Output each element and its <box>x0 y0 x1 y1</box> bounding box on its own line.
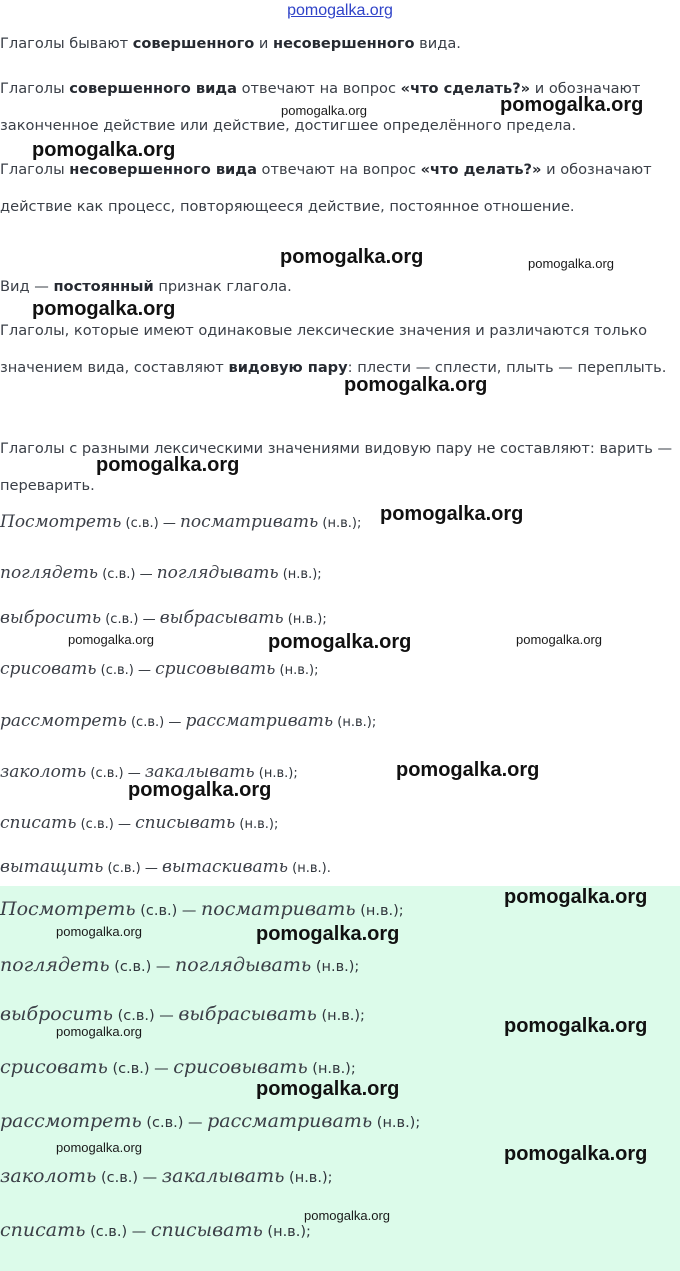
text-run: Глаголы <box>0 80 70 97</box>
text-run: Вид — <box>0 278 54 295</box>
line-end-punct: ; <box>415 1115 421 1131</box>
perfective-verb: вытащить <box>0 857 104 877</box>
dash: — <box>158 516 180 531</box>
aspect-tag: (н.в.) <box>275 663 315 678</box>
imperfective-verb: закалывать <box>144 762 255 782</box>
watermark-text: pomogalka.org <box>32 139 176 161</box>
perfective-verb: поглядеть <box>0 563 99 583</box>
imperfective-verb: списывать <box>135 813 236 833</box>
aspect-pair-line <box>0 1219 311 1241</box>
perfective-verb: срисовать <box>0 659 97 679</box>
dash: — <box>149 1061 174 1077</box>
bold-term: постоянный <box>53 278 154 295</box>
perfective-verb: выбросить <box>0 608 102 628</box>
aspect-tag: (н.в.) <box>254 766 294 781</box>
dash: — <box>177 903 202 919</box>
aspect-tag: (с.в.) <box>114 959 152 975</box>
dash: — <box>127 1224 151 1240</box>
paragraph-imperfective <box>0 151 676 225</box>
dash: — <box>133 663 156 678</box>
aspect-pair-line <box>0 898 404 920</box>
aspect-tag: (н.в.) <box>283 612 323 627</box>
dash: — <box>154 1008 179 1024</box>
aspect-pair-line <box>0 857 331 877</box>
aspect-tag: (с.в.) <box>100 663 134 678</box>
dash: — <box>140 861 162 876</box>
watermark-text: pomogalka.org <box>68 632 154 647</box>
aspect-tag: (с.в.) <box>125 516 159 531</box>
text-run: Глаголы, которые имеют одинаковые лексические значения и различаются только значением вида, составляют <box>0 322 648 376</box>
aspect-pair-line <box>0 512 361 532</box>
dash: — <box>135 567 157 582</box>
watermark-text: pomogalka.org <box>56 924 142 939</box>
dash: — <box>164 715 186 730</box>
perfective-verb: списать <box>0 1219 86 1241</box>
site-title-link[interactable]: pomogalka.org <box>287 2 393 19</box>
line-end-punct: ; <box>273 817 279 832</box>
dash: — <box>183 1115 208 1131</box>
aspect-pair-line <box>0 1056 356 1078</box>
aspect-pair-line <box>0 608 327 628</box>
aspect-tag: (н.в.) <box>284 1170 328 1186</box>
perfective-verb: Посмотреть <box>0 898 136 920</box>
imperfective-verb: посматривать <box>201 898 356 920</box>
text-run: Глаголы с разными лексическими значениями видовую пару не составляют: варить — переварить. <box>0 440 673 494</box>
watermark-text: pomogalka.org <box>396 759 540 781</box>
imperfective-verb: поглядывать <box>156 563 279 583</box>
aspect-pair-line <box>0 711 376 731</box>
text-run: и обозначают действие как процесс, повторяющееся действие, постоянное отношение. <box>0 161 652 215</box>
imperfective-verb: рассматривать <box>207 1110 373 1132</box>
aspect-pair-line <box>0 954 359 976</box>
line-end-punct: ; <box>327 1170 333 1186</box>
dash: — <box>138 1170 162 1186</box>
aspect-tag: (н.в.) <box>372 1115 416 1131</box>
aspect-tag: (с.в.) <box>105 612 139 627</box>
line-end-punct: ; <box>398 903 404 919</box>
dash: — <box>138 612 160 627</box>
dash: — <box>123 766 145 781</box>
text-run: и обозначают законченное действие или действие, достигшее определённого предела. <box>0 80 641 134</box>
watermark-text: pomogalka.org <box>281 103 367 118</box>
perfective-verb: срисовать <box>0 1056 108 1078</box>
aspect-tag: (н.в.) <box>262 1224 306 1240</box>
bold-term: совершенного <box>132 35 255 52</box>
aspect-tag: (с.в.) <box>112 1061 150 1077</box>
text-run: отвечают на вопрос <box>236 80 401 97</box>
watermark-text: pomogalka.org <box>504 1143 648 1165</box>
perfective-verb: заколоть <box>0 762 87 782</box>
aspect-tag: (н.в.) <box>318 516 357 531</box>
watermark-text: pomogalka.org <box>380 503 524 525</box>
imperfective-verb: закалывать <box>161 1165 285 1187</box>
perfective-verb: заколоть <box>0 1165 97 1187</box>
imperfective-verb: срисовывать <box>155 659 276 679</box>
perfective-verb: рассмотреть <box>0 711 127 731</box>
watermark-text: pomogalka.org <box>96 454 240 476</box>
watermark-text: pomogalka.org <box>280 246 424 268</box>
paragraph-aspect-pair <box>0 312 676 386</box>
aspect-tag: (н.в.) <box>307 1061 351 1077</box>
text-run: отвечают на вопрос <box>256 161 421 178</box>
watermark-text: pomogalka.org <box>256 923 400 945</box>
watermark-text: pomogalka.org <box>504 886 648 908</box>
aspect-tag: (с.в.) <box>102 567 136 582</box>
aspect-tag: (с.в.) <box>90 766 124 781</box>
dash: — <box>113 817 136 832</box>
aspect-tag: (н.в.) <box>333 715 372 730</box>
aspect-tag: (н.в.) <box>311 959 355 975</box>
aspect-tag: (с.в.) <box>130 715 165 730</box>
bold-term: «что сделать?» <box>400 80 531 97</box>
text-run: : плести — сплести, плыть — переплыть. <box>347 359 667 376</box>
aspect-tag: (н.в.) <box>278 567 318 582</box>
line-end-punct: ; <box>350 1061 356 1077</box>
line-end-punct: ; <box>314 663 319 678</box>
aspect-tag: (с.в.) <box>146 1115 184 1131</box>
text-run: Глаголы <box>0 161 70 178</box>
aspect-pair-line <box>0 813 278 833</box>
line-end-punct: ; <box>360 1008 365 1024</box>
aspect-tag: (н.в.) <box>316 1008 361 1024</box>
paragraph-aspects <box>0 25 676 62</box>
watermark-text: pomogalka.org <box>516 632 602 647</box>
aspect-tag: (н.в.) <box>288 861 327 876</box>
line-end-punct: ; <box>317 567 322 582</box>
perfective-verb: поглядеть <box>0 954 110 976</box>
perfective-verb: списать <box>0 813 77 833</box>
imperfective-verb: выбрасывать <box>178 1003 317 1025</box>
aspect-pair-line <box>0 1003 365 1025</box>
imperfective-verb: посматривать <box>179 512 319 532</box>
dash: — <box>151 959 175 975</box>
aspect-tag: (с.в.) <box>100 1170 139 1186</box>
aspect-tag: (с.в.) <box>107 861 141 876</box>
watermark-text: pomogalka.org <box>32 298 176 320</box>
line-end-punct: ; <box>293 766 298 781</box>
imperfective-verb: вытаскивать <box>161 857 288 877</box>
aspect-tag: (с.в.) <box>90 1224 128 1240</box>
bold-term: несовершенного <box>273 35 415 52</box>
line-end-punct: ; <box>306 1224 311 1240</box>
imperfective-verb: поглядывать <box>175 954 312 976</box>
text-run: признак глагола. <box>153 278 292 295</box>
line-end-punct: . <box>326 861 331 876</box>
imperfective-verb: выбрасывать <box>159 608 284 628</box>
watermark-text: pomogalka.org <box>256 1078 400 1100</box>
text-run: Глаголы бывают <box>0 35 133 52</box>
aspect-pair-line <box>0 659 319 679</box>
aspect-tag: (н.в.) <box>355 903 399 919</box>
watermark-text: pomogalka.org <box>56 1140 142 1155</box>
bold-term: видовую пару <box>228 359 348 376</box>
watermark-text: pomogalka.org <box>504 1015 648 1037</box>
line-end-punct: ; <box>322 612 327 627</box>
imperfective-verb: срисовывать <box>173 1056 308 1078</box>
watermark-text: pomogalka.org <box>268 631 412 653</box>
bold-term: совершенного вида <box>69 80 237 97</box>
aspect-tag: (с.в.) <box>117 1008 155 1024</box>
text-run: вида. <box>414 35 461 52</box>
watermark-text: pomogalka.org <box>344 374 488 396</box>
aspect-pair-line <box>0 563 322 583</box>
watermark-text: pomogalka.org <box>500 94 644 116</box>
perfective-verb: рассмотреть <box>0 1110 142 1132</box>
line-end-punct: ; <box>371 715 377 730</box>
aspect-tag: (с.в.) <box>140 903 178 919</box>
line-end-punct: ; <box>356 516 362 531</box>
watermark-text: pomogalka.org <box>304 1208 390 1223</box>
watermark-text: pomogalka.org <box>528 256 614 271</box>
aspect-pair-line <box>0 1110 420 1132</box>
aspect-pair-line <box>0 1165 333 1187</box>
imperfective-verb: рассматривать <box>185 711 334 731</box>
watermark-text: pomogalka.org <box>56 1024 142 1039</box>
aspect-tag: (н.в.) <box>235 817 274 832</box>
watermark-text: pomogalka.org <box>128 779 272 801</box>
line-end-punct: ; <box>354 959 360 975</box>
perfective-verb: выбросить <box>0 1003 113 1025</box>
bold-term: «что делать?» <box>420 161 542 178</box>
text-run: и <box>254 35 274 52</box>
bold-term: несовершенного вида <box>69 161 257 178</box>
imperfective-verb: списывать <box>150 1219 263 1241</box>
perfective-verb: Посмотреть <box>0 512 122 532</box>
aspect-tag: (с.в.) <box>80 817 114 832</box>
